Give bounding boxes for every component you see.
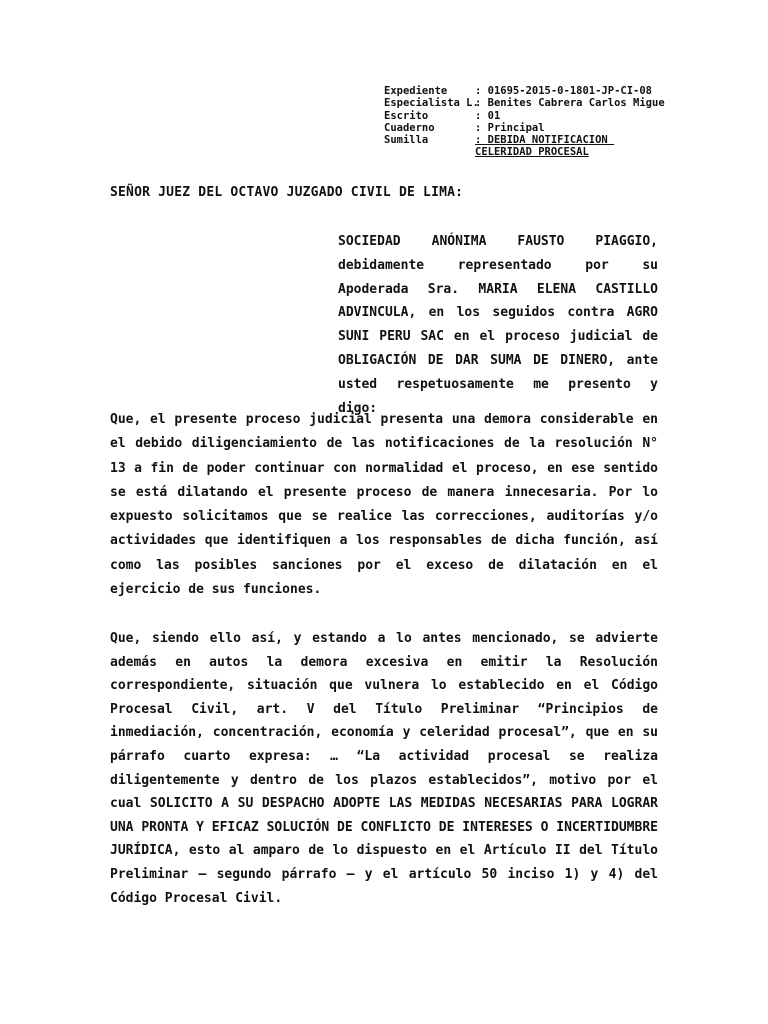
header-value: : 01 (475, 109, 501, 122)
case-header (384, 85, 665, 159)
paragraph-text: Que, siendo ello así, y estando a lo antes mencionado, se advierte además en autos la demora excesiva en emitir la Resolución correspondiente, situación que vulnera lo establecido en el Código Procesal Civil, art. V del Título Preliminar “Principios de inmediación, concentración, economía y celeridad procesal”, que en su párrafo cuarto expresa: … “La actividad procesal se realiza diligentemente y dentro de los plazos establecidos”, motivo por el cual SOLICITO A SU DESPACHO ADOPTE LAS MEDIDAS NECESARIAS PARA LOGRAR UNA PRONTA Y EFICAZ SOLUCIÓN DE CONFLICTO DE INTERESES O INCERTIDUMBRE JURÍDICA, esto al amparo de lo dispuesto en el Artículo II del Título Preliminar – segundo párrafo – y el artículo 50 inciso 1) y 4) del Código Procesal Civil. (110, 631, 658, 906)
header-value: : Benites Cabrera Carlos Migue (475, 97, 665, 110)
header-row-cuaderno (384, 122, 665, 134)
header-label: Cuaderno (384, 121, 435, 134)
header-value: : Principal (475, 121, 545, 134)
addressee: SEÑOR JUEZ DEL OCTAVO JUZGADO CIVIL DE LIMA: (110, 185, 464, 200)
party-text: SOCIEDAD ANÓNIMA FAUSTO PIAGGIO, debidamente representado por su Apoderada Sra. MARIA ELENA CASTILLO ADVINCULA, en los seguidos contra AGRO SUNI PERU SAC en el proceso judicial de OBLIGACIÓN DE DAR SUMA DE DINERO, ante usted respetuosamente me presento y digo: (338, 234, 658, 416)
header-label: Escrito (384, 109, 429, 122)
body-paragraph-1 (110, 408, 658, 602)
header-row-especialista (384, 97, 665, 109)
header-row-expediente (384, 85, 665, 97)
header-row-escrito (384, 110, 665, 122)
header-label: Especialista L. (384, 97, 479, 110)
header-value: : 01695-2015-0-1801-JP-CI-08 (475, 85, 653, 97)
header-row-sumilla (384, 134, 665, 146)
header-value: : DEBIDA NOTIFICACION (475, 134, 615, 147)
header-label: Sumilla (384, 134, 429, 147)
party-introduction (338, 230, 658, 420)
header-label: Expediente (384, 85, 448, 97)
body-paragraph-2 (110, 627, 658, 910)
header-value: CELERIDAD PROCESAL (475, 146, 589, 159)
paragraph-text: Que, el presente proceso judicial presenta una demora considerable en el debido diligenciamiento de las notificaciones de la resolución N° 13 a fin de poder continuar con normalidad el proceso, en ese sentido se está dilatando el presente proceso de manera innecesaria. Por lo expuesto solicitamos que se realice las correcciones, auditorías y/o actividades que identifiquen a los responsables de dicha función, así como las posibles sanciones por el exceso de dilatación en el ejercicio de sus funciones. (110, 412, 658, 598)
header-sumilla-continuation (384, 146, 665, 158)
